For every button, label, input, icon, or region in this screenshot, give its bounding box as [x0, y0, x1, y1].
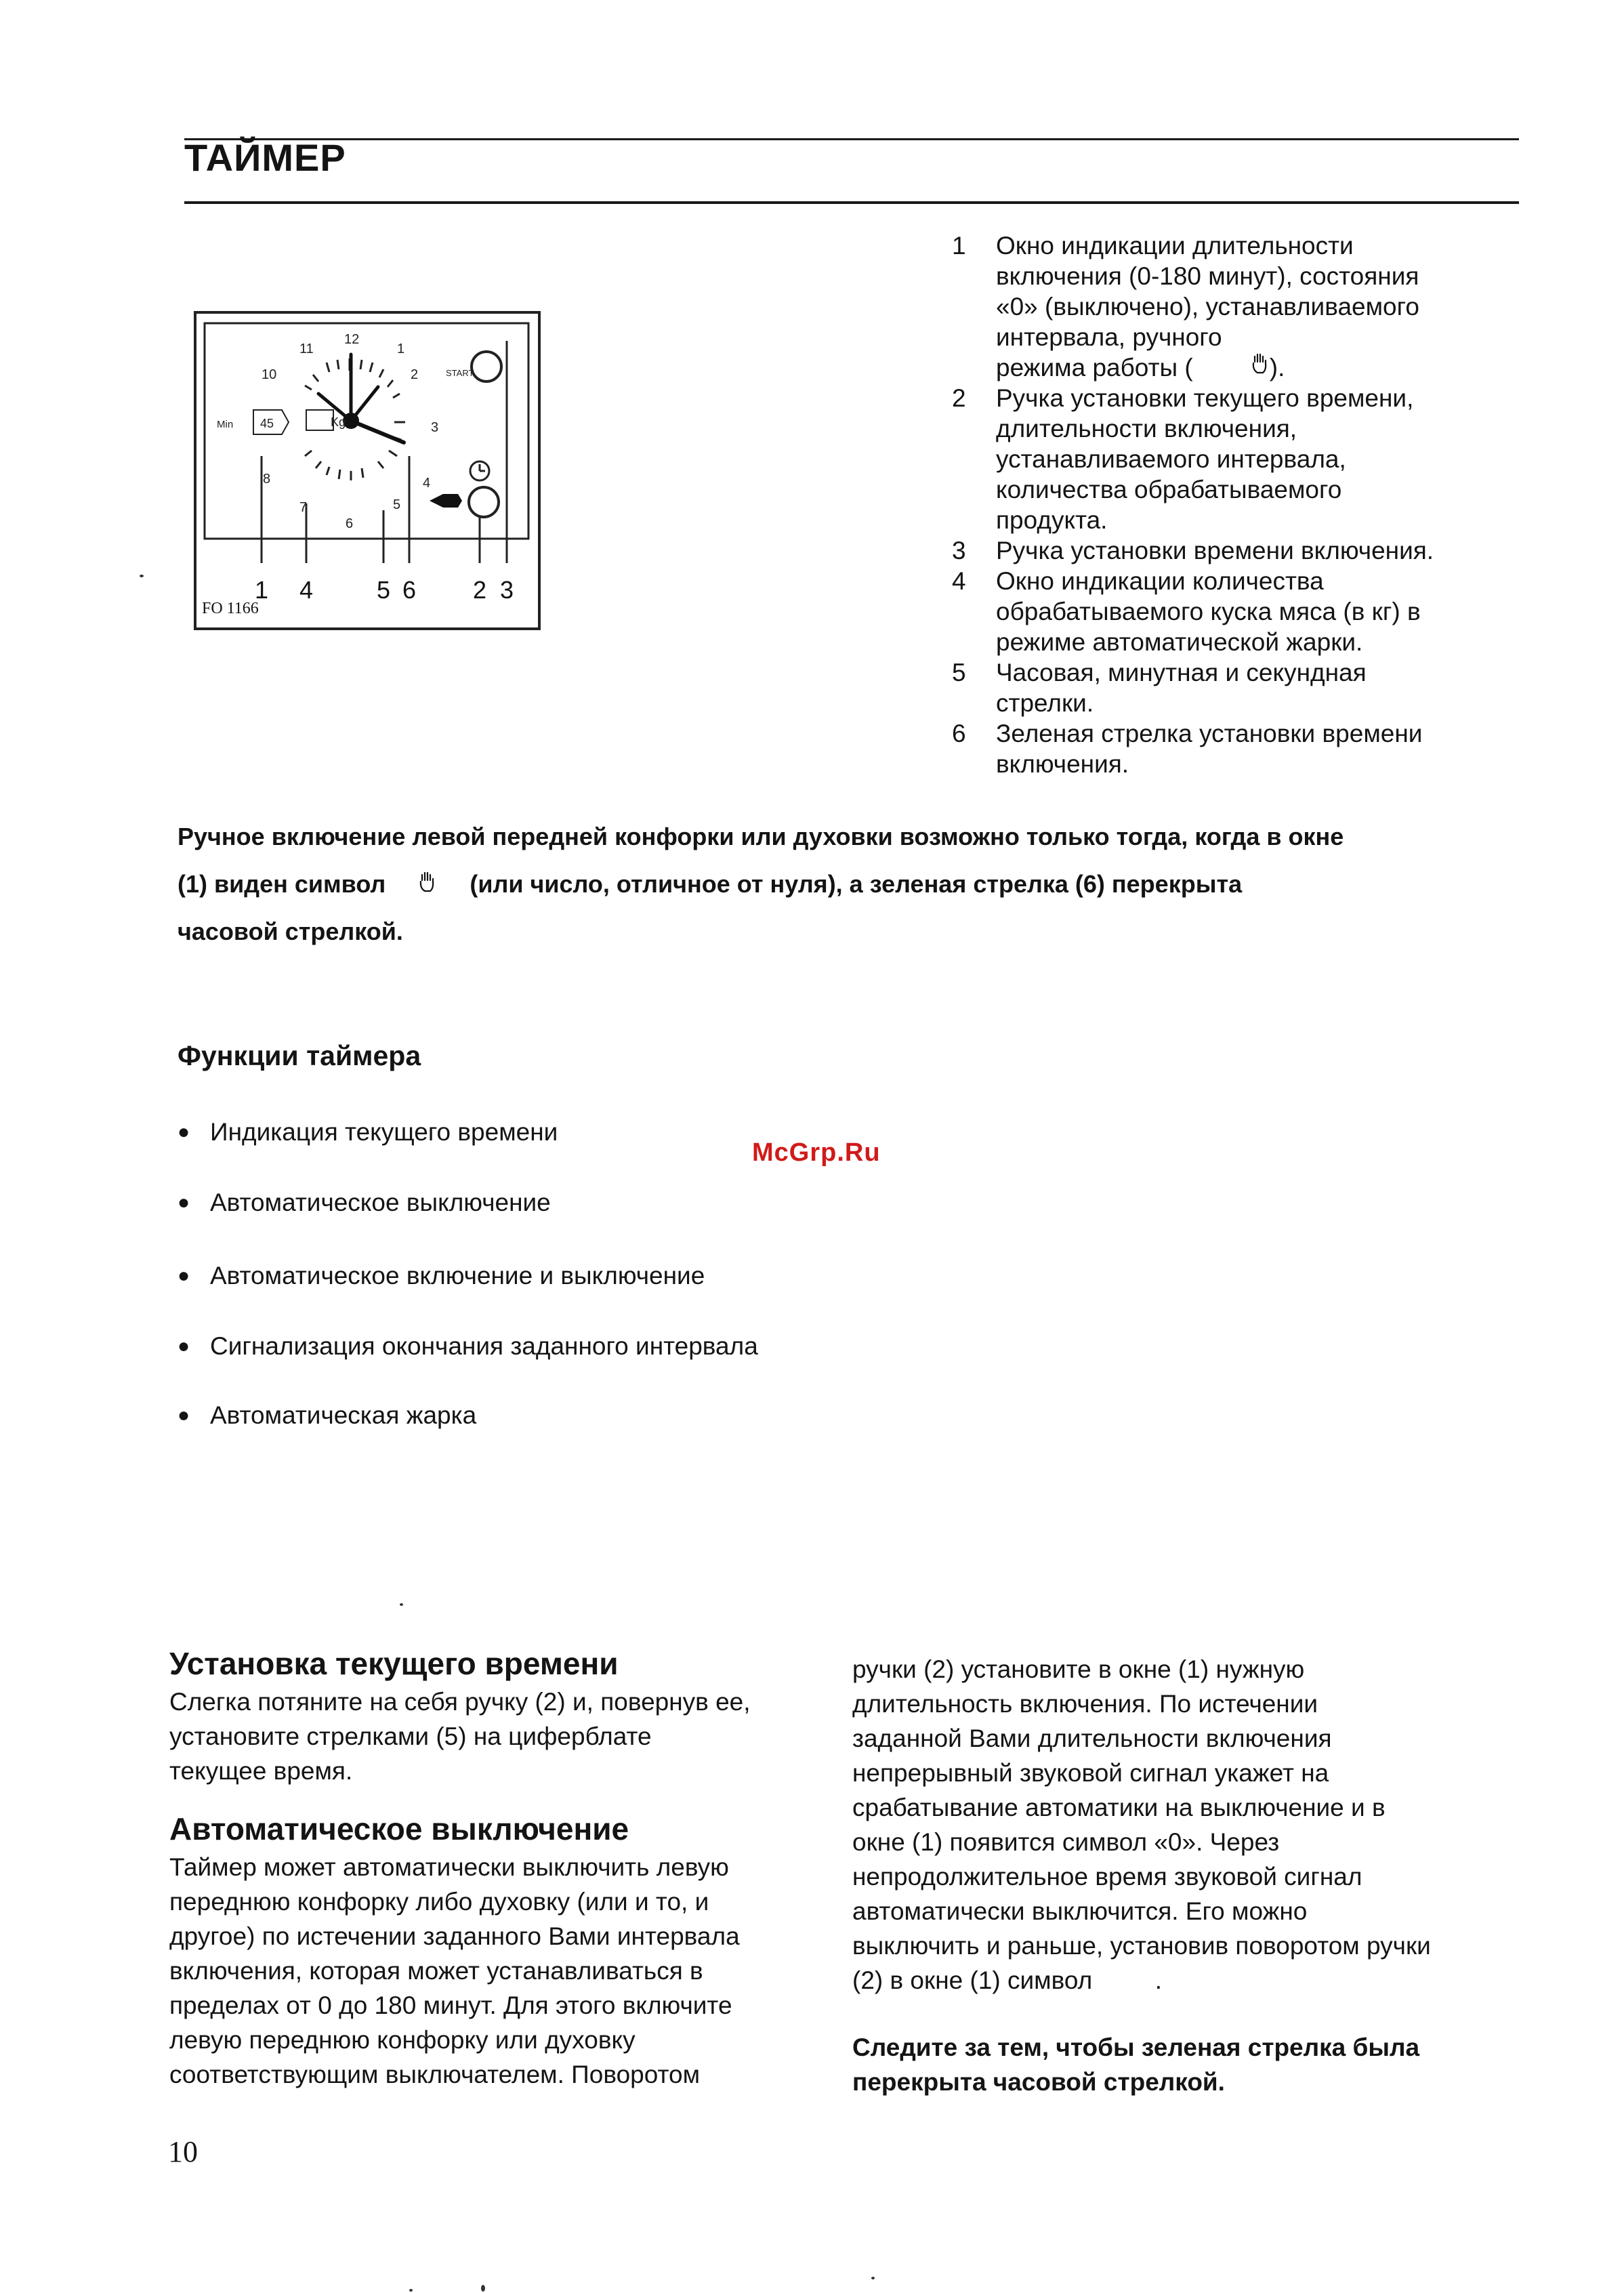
body-line: ручки (2) установите в окне (1) нужную: [852, 1655, 1305, 1683]
function-text: Автоматическое выключение: [210, 1189, 551, 1217]
manual-hand-icon: [1250, 352, 1270, 377]
legend-number: 2: [952, 384, 966, 412]
legend-line: обрабатываемого куска мяса (в кг) в: [996, 598, 1421, 625]
body-line: окне (1) появится символ «0». Через: [852, 1828, 1280, 1856]
dial-number-7: 7: [299, 500, 308, 515]
legend-number: 4: [952, 567, 966, 595]
manual-note-text: (или число, отличное от нуля), а зеленая стрелка (6) перекрыта: [470, 870, 1243, 898]
legend-item: [952, 566, 1562, 657]
callout-3: 3: [500, 576, 514, 604]
knob-set: [469, 487, 499, 517]
manual-hand-icon-inline: [392, 861, 463, 908]
dial-number-6: 6: [346, 516, 354, 531]
bullet-icon: ●: [178, 1121, 190, 1144]
legend-number: 3: [952, 537, 966, 564]
manual-note-line-3: часовой стрелкой.: [178, 917, 403, 945]
knob-start: [472, 352, 501, 381]
dial-number-3: 3: [431, 420, 439, 435]
title-underline: [184, 201, 1519, 204]
callout-6: 6: [402, 576, 417, 604]
legend-item: [952, 657, 1562, 718]
right-column-body: [852, 1652, 1530, 1998]
dial-number-5: 5: [393, 497, 401, 512]
bold-line: Следите за тем, чтобы зеленая стрелка была: [852, 2033, 1420, 2061]
section-auto-off-body: [169, 1850, 820, 2092]
function-text: Автоматическое включение и выключение: [210, 1262, 705, 1290]
start-label: START: [446, 368, 474, 378]
kg-window: [306, 410, 333, 430]
legend-line: включения.: [996, 750, 1129, 778]
manual-note-line-1: Ручное включение левой передней конфорки или духовки возможно только тогда, когда в окне: [178, 823, 1344, 850]
legend-line: стрелки.: [996, 689, 1094, 717]
dial-number-4: 4: [423, 476, 431, 491]
watermark-link[interactable]: McGrp.Ru: [752, 1138, 881, 1167]
body-line: переднюю конфорку либо духовку (или и то, и: [169, 1888, 709, 1916]
right-column-bold-note: [852, 2030, 1530, 2099]
legend-number: 6: [952, 720, 966, 747]
scan-speck: [140, 575, 144, 577]
legend-line: устанавливаемого интервала,: [996, 445, 1346, 473]
callout-2: 2: [473, 576, 487, 604]
legend-line: количества обрабатываемого: [996, 476, 1342, 503]
legend-number: 1: [952, 232, 966, 260]
legend-line: продукта.: [996, 506, 1108, 534]
section-current-time-body: [169, 1685, 820, 1788]
scan-speck: [481, 2285, 485, 2292]
dial-number-10: 10: [262, 367, 277, 382]
dial-number-11: 11: [299, 342, 314, 356]
page-title: ТАЙМЕР: [184, 136, 346, 179]
manual-hand-icon: [417, 871, 438, 895]
body-line: срабатывание автоматики на выключение и в: [852, 1794, 1386, 1821]
legend-line-with-icon: [996, 352, 1562, 383]
body-line: длительность включения. По истечении: [852, 1690, 1318, 1718]
callout-5: 5: [377, 576, 391, 604]
figure-code: FO 1166: [202, 600, 259, 617]
manual-note-text: (1) виден символ: [178, 870, 386, 898]
top-rule: [184, 138, 1519, 140]
min-value: 45: [260, 417, 274, 430]
legend-item: [952, 718, 1562, 779]
scan-speck: [409, 2289, 413, 2292]
dial-number-12: 12: [344, 332, 360, 347]
legend-line: Ручка установки текущего времени,: [996, 384, 1414, 412]
scan-speck: [400, 1603, 403, 1606]
body-line: включения, которая может устанавливаться в: [169, 1957, 703, 1985]
body-line: левую переднюю конфорку или духовку: [169, 2026, 636, 2054]
body-line: непродолжительное время звуковой сигнал: [852, 1863, 1362, 1891]
legend-item: [952, 535, 1562, 566]
body-line: заданной Вами длительности включения: [852, 1724, 1332, 1752]
legend-item: [952, 383, 1562, 535]
legend-line: интервала, ручного: [996, 323, 1222, 351]
function-item: [178, 1260, 705, 1290]
bullet-icon: ●: [178, 1264, 190, 1287]
bullet-icon: ●: [178, 1404, 190, 1427]
legend-line: Окно индикации количества: [996, 567, 1324, 595]
body-line: соответствующим выключателем. Поворотом: [169, 2061, 701, 2088]
body-line: непрерывный звуковой сигнал укажет на: [852, 1759, 1329, 1787]
legend-number: 5: [952, 659, 966, 686]
legend-line: длительности включения,: [996, 415, 1297, 442]
scan-speck: [871, 2277, 875, 2279]
dial-number-2: 2: [411, 367, 419, 382]
functions-title: Функции таймера: [178, 1040, 421, 1071]
page-number: 10: [168, 2135, 198, 2168]
legend-line: Часовая, минутная и секундная: [996, 659, 1367, 686]
function-item: [178, 1187, 551, 1217]
manual-note-line-2: [178, 861, 1505, 908]
timer-figure: [194, 311, 541, 630]
legend-line: «0» (выключено), устанавливаемого: [996, 293, 1419, 321]
function-item: [178, 1400, 476, 1430]
hand-pointer: [430, 494, 462, 508]
dial-number-1: 1: [397, 342, 405, 356]
legend-line: Ручка установки времени включения.: [996, 537, 1434, 564]
section-heading-auto-off: Автоматическое выключение: [169, 1811, 629, 1846]
body-line: (2) в окне (1) символ .: [852, 1966, 1162, 1994]
figure-legend: [952, 230, 1562, 779]
body-line: Таймер может автоматически выключить левую: [169, 1853, 729, 1881]
callout-4: 4: [299, 576, 314, 604]
timer-diagram: [196, 314, 538, 627]
body-line: другое) по истечении заданного Вами интервала: [169, 1922, 740, 1950]
section-heading-current-time: Установка текущего времени: [169, 1646, 619, 1681]
function-item: [178, 1117, 558, 1146]
legend-line: режима работы ( ).: [996, 354, 1285, 381]
callout-1: 1: [255, 576, 269, 604]
function-item: [178, 1331, 758, 1361]
manual-mode-note: [178, 813, 1505, 955]
body-line: текущее время.: [169, 1757, 353, 1785]
body-line: выключить и раньше, установив поворотом ручки: [852, 1932, 1431, 1960]
min-label: Min: [217, 419, 234, 430]
body-line: пределах от 0 до 180 минут. Для этого включите: [169, 1991, 732, 2019]
bullet-icon: ●: [178, 1335, 190, 1358]
dial-number-8: 8: [263, 472, 271, 487]
body-line: установите стрелками (5) на циферблате: [169, 1722, 652, 1750]
legend-line: включения (0-180 минут), состояния: [996, 262, 1419, 290]
legend-item: [952, 230, 1562, 383]
body-line: автоматически выключится. Его можно: [852, 1897, 1308, 1925]
bold-line: перекрыта часовой стрелкой.: [852, 2068, 1225, 2096]
function-text: Индикация текущего времени: [210, 1118, 558, 1146]
bullet-icon: ●: [178, 1191, 190, 1214]
green-arrow: [351, 421, 404, 442]
legend-line: Окно индикации длительности: [996, 232, 1354, 260]
function-text: Автоматическая жарка: [210, 1401, 477, 1430]
function-text: Сигнализация окончания заданного интервала: [210, 1332, 758, 1361]
kg-label: Kg: [331, 415, 346, 429]
legend-line: Зеленая стрелка установки времени: [996, 720, 1423, 747]
legend-line: режиме автоматической жарки.: [996, 628, 1363, 656]
body-line: Слегка потяните на себя ручку (2) и, повернув ее,: [169, 1688, 751, 1716]
